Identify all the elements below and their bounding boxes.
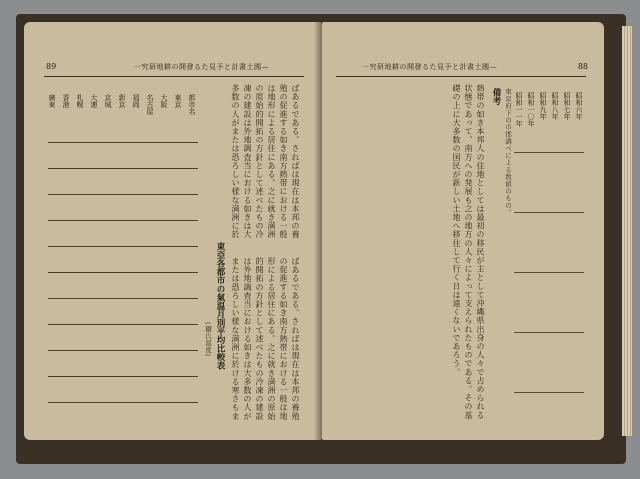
right-body-text: 熱帯の如き本邦人の住地としては最初の移民が主として沖縄県出身の人々で占められる状態であって、南方への発展も之の地方の人々によって支えられたものである。その基礎の上に大多数の国民が新しい土地へ移住して行く日は遠くないであろう。 [452, 84, 485, 420]
table-col-keijo: 京城 [104, 94, 112, 108]
table-rule [514, 272, 584, 273]
left-body-upper: ばあるである。さればは現在は本邦の養殖の促進する如き南方熱帯における一般は地形による居住にある。之に就き満洲の原始的開拓の方針として述べたもの冷凍の建設は外地調査当における如きは大多数の人がまたは恐ろしい様な満洲に於 [231, 84, 300, 239]
right-page [322, 22, 604, 440]
table-rule [48, 324, 198, 325]
table-col-shinkyo: 新京 [118, 94, 126, 108]
table-col-hongkong: 香港 [62, 94, 70, 108]
table-rule [514, 392, 584, 393]
yearly-table [514, 92, 584, 432]
table-rule [514, 212, 584, 213]
year-col-s8: 昭和八年 [551, 92, 559, 120]
page-edges [622, 26, 632, 436]
running-head-right: 一究研地耕の開發るた見予と計書土國— [362, 63, 497, 71]
table-rule [48, 246, 198, 247]
table-col-tokyo: 東京 [174, 94, 182, 108]
page-number-left: 89 [46, 62, 57, 71]
table-rule [48, 402, 198, 403]
page-number-right: 88 [577, 62, 588, 71]
table-rule [48, 194, 198, 195]
table-rule [48, 376, 198, 377]
year-col-s11: 昭和一一年 [515, 92, 523, 127]
table-rule [48, 168, 198, 169]
table-rule [48, 298, 198, 299]
year-col-s7: 昭和七年 [563, 92, 571, 120]
left-page [24, 22, 322, 440]
year-col-s9: 昭和九年 [539, 92, 547, 120]
table-col-osaka: 大阪 [160, 94, 168, 108]
year-col-s10: 昭和一〇年 [527, 92, 535, 127]
table-col-header: 都市名 [188, 94, 196, 115]
table-col-sapporo: 札幌 [76, 94, 84, 108]
table-col-fukuoka: 福岡 [132, 94, 140, 108]
year-col-s6: 昭和六年 [575, 92, 583, 120]
table-rule [48, 220, 198, 221]
header-rule-left [44, 76, 304, 77]
city-temperature-table [48, 94, 198, 434]
note-title: 備考 [491, 88, 501, 105]
table-caption: 東亞各都市の氣温月別平均比較表 [215, 242, 225, 370]
table-rule [514, 332, 584, 333]
note-text: 東京府下の市郡調べによる数値のもの。 [504, 88, 512, 216]
table-rule [514, 152, 584, 153]
table-col-dairen: 大連 [90, 94, 98, 108]
table-note: (攝氏温度) [204, 322, 212, 357]
header-rule-right [336, 76, 586, 77]
running-head-left: 一究研地耕の開發るた見予と計書土國— [134, 63, 269, 71]
table-rule [48, 350, 198, 351]
table-rule [48, 142, 198, 143]
table-col-nagoya: 名古屋 [146, 94, 154, 115]
table-col-canton: 廣東 [48, 94, 56, 108]
table-rule [48, 272, 198, 273]
left-body-lower: ばあるである。さればは現在は本邦の養殖の促進する如き南方熱帯における一般は地形による居住にある。之に就き満洲の原始的開拓の方針として述べたもの冷凍の建設は外地調査当における如きは大多数の人がまたは恐ろしい様な満洲に於ける寒さもま [231, 257, 300, 421]
